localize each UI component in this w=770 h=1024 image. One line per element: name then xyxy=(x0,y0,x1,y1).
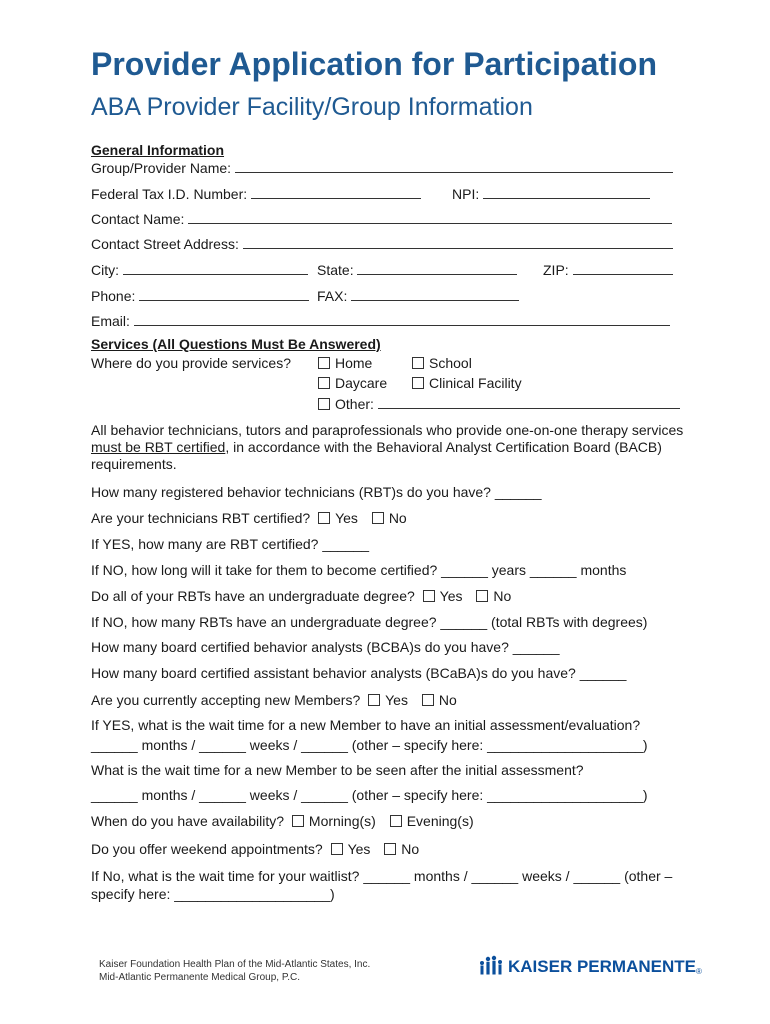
checkbox-icon[interactable] xyxy=(423,590,435,602)
question-accepting-members xyxy=(91,692,457,709)
checkbox-icon[interactable] xyxy=(390,815,402,827)
npi-field[interactable] xyxy=(483,185,650,199)
question-undergrad-count: If NO, how many RBTs have an undergraduate degree? ______ (total RBTs with degrees) xyxy=(91,614,648,630)
tax-id-row xyxy=(91,185,421,203)
question-bcaba-count: How many board certified assistant behavior analysts (BCaBA)s do you have? ______ xyxy=(91,665,627,681)
tax-id-label: Federal Tax I.D. Number: xyxy=(91,186,248,202)
general-heading: General Information xyxy=(91,142,225,158)
fax-field[interactable] xyxy=(351,287,519,301)
fax-row xyxy=(317,287,519,305)
fax-label: FAX: xyxy=(317,288,348,304)
state-label: State: xyxy=(317,262,354,278)
city-label: City: xyxy=(91,262,119,278)
question-waitlist: If No, what is the wait time for your waitlist? ______ months / ______ weeks / ______ (other – xyxy=(91,868,673,884)
footer-line-2: Mid-Atlantic Permanente Medical Group, P.C. xyxy=(99,972,301,983)
option-school-label: School xyxy=(429,355,472,371)
question-certification-time: If NO, how long will it take for them to become certified? ______ years ______ months xyxy=(91,562,627,578)
contact-name-row xyxy=(91,210,672,228)
option-school[interactable] xyxy=(412,355,472,372)
email-field[interactable] xyxy=(134,312,670,326)
contact-name-label: Contact Name: xyxy=(91,211,185,227)
no-label: No xyxy=(401,841,420,857)
tax-id-field[interactable] xyxy=(251,185,421,199)
checkbox-icon[interactable] xyxy=(476,590,488,602)
question-bcba-count: How many board certified behavior analysts (BCBA)s do you have? ______ xyxy=(91,639,560,655)
state-row xyxy=(317,261,517,279)
question-availability xyxy=(91,813,474,830)
option-other-field[interactable] xyxy=(378,395,680,409)
option-other-label: Other: xyxy=(335,396,374,412)
city-field[interactable] xyxy=(123,261,308,275)
rbt-requirement: must be RBT certified xyxy=(91,439,226,455)
checkbox-icon[interactable] xyxy=(368,694,380,706)
checkbox-icon[interactable] xyxy=(372,512,384,524)
page-title: Provider Application for Participation xyxy=(91,46,657,82)
zip-field[interactable] xyxy=(573,261,673,275)
checkbox-icon[interactable] xyxy=(412,377,424,389)
checkbox-icon[interactable] xyxy=(422,694,434,706)
kaiser-logo-icon xyxy=(478,954,504,976)
question-text: Are you currently accepting new Members? xyxy=(91,692,361,708)
registered-mark: ® xyxy=(695,967,702,976)
group-name-field[interactable] xyxy=(235,159,673,173)
phone-row xyxy=(91,287,309,305)
checkbox-icon[interactable] xyxy=(318,398,330,410)
group-name-row xyxy=(91,159,673,177)
option-daycare-label: Daycare xyxy=(335,375,388,391)
yes-label: Yes xyxy=(439,588,463,604)
question-text: Do all of your RBTs have an undergraduate degree? xyxy=(91,588,415,604)
evening-label: Evening(s) xyxy=(406,813,474,829)
question-rbt-certified-count: If YES, how many are RBT certified? ______ xyxy=(91,536,370,552)
question-text: Are your technicians RBT certified? xyxy=(91,510,311,526)
option-clinical[interactable] xyxy=(412,375,522,392)
phone-label: Phone: xyxy=(91,288,136,304)
checkbox-icon[interactable] xyxy=(292,815,304,827)
rbt-paragraph-text: All behavior technicians, tutors and paraprofessionals who provide one-on-one therapy services xyxy=(91,422,684,438)
contact-address-field[interactable] xyxy=(243,235,673,249)
option-home-label: Home xyxy=(335,355,373,371)
question-after-wait-answer: ______ months / ______ weeks / ______ (other – specify here: ____________________) xyxy=(91,787,648,803)
city-row xyxy=(91,261,308,279)
yes-label: Yes xyxy=(335,510,358,526)
option-home[interactable] xyxy=(318,355,372,372)
question-initial-wait: If YES, what is the wait time for a new Member to have an initial assessment/evaluation? xyxy=(91,717,641,733)
zip-label: ZIP: xyxy=(543,262,569,278)
question-undergrad xyxy=(91,588,511,605)
where-question: Where do you provide services? xyxy=(91,355,291,371)
question-after-wait: What is the wait time for a new Member to be seen after the initial assessment? xyxy=(91,762,584,778)
no-label: No xyxy=(438,692,457,708)
contact-address-label: Contact Street Address: xyxy=(91,236,239,252)
checkbox-icon[interactable] xyxy=(412,357,424,369)
state-field[interactable] xyxy=(357,261,517,275)
option-daycare[interactable] xyxy=(318,375,387,392)
checkbox-icon[interactable] xyxy=(318,357,330,369)
footer-line-1: Kaiser Foundation Health Plan of the Mid-Atlantic States, Inc. xyxy=(99,959,371,970)
checkbox-icon[interactable] xyxy=(331,843,343,855)
checkbox-icon[interactable] xyxy=(384,843,396,855)
morning-label: Morning(s) xyxy=(308,813,376,829)
question-weekend xyxy=(91,841,419,858)
question-waitlist-cont: specify here: ____________________) xyxy=(91,886,335,902)
checkbox-icon[interactable] xyxy=(318,512,330,524)
option-clinical-label: Clinical Facility xyxy=(429,375,522,391)
kaiser-logo-text: KAISER PERMANENTE xyxy=(508,957,696,976)
question-text: Do you offer weekend appointments? xyxy=(91,841,323,857)
npi-label: NPI: xyxy=(452,186,480,202)
email-label: Email: xyxy=(91,313,130,329)
rbt-paragraph-text: , in accordance with the Behavioral Analyst Certification Board (BACB) requirements. xyxy=(91,439,662,472)
checkbox-icon[interactable] xyxy=(318,377,330,389)
yes-label: Yes xyxy=(347,841,371,857)
group-name-label: Group/Provider Name: xyxy=(91,160,232,176)
question-initial-wait-answer: ______ months / ______ weeks / ______ (other – specify here: ____________________) xyxy=(91,737,648,753)
contact-name-field[interactable] xyxy=(188,210,672,224)
no-label: No xyxy=(388,510,407,526)
option-other[interactable] xyxy=(318,395,680,413)
question-rbt-count: How many registered behavior technicians (RBT)s do you have? ______ xyxy=(91,484,542,500)
rbt-paragraph xyxy=(91,422,691,473)
phone-field[interactable] xyxy=(139,287,309,301)
no-label: No xyxy=(493,588,512,604)
npi-row xyxy=(452,185,650,203)
services-heading: Services (All Questions Must Be Answered) xyxy=(91,336,381,352)
kaiser-logo xyxy=(478,954,702,977)
question-text: When do you have availability? xyxy=(91,813,285,829)
zip-row xyxy=(543,261,673,279)
yes-label: Yes xyxy=(385,692,408,708)
page-subtitle: ABA Provider Facility/Group Information xyxy=(91,93,533,121)
contact-address-row xyxy=(91,235,673,253)
email-row xyxy=(91,312,670,330)
question-rbt-certified xyxy=(91,510,407,527)
